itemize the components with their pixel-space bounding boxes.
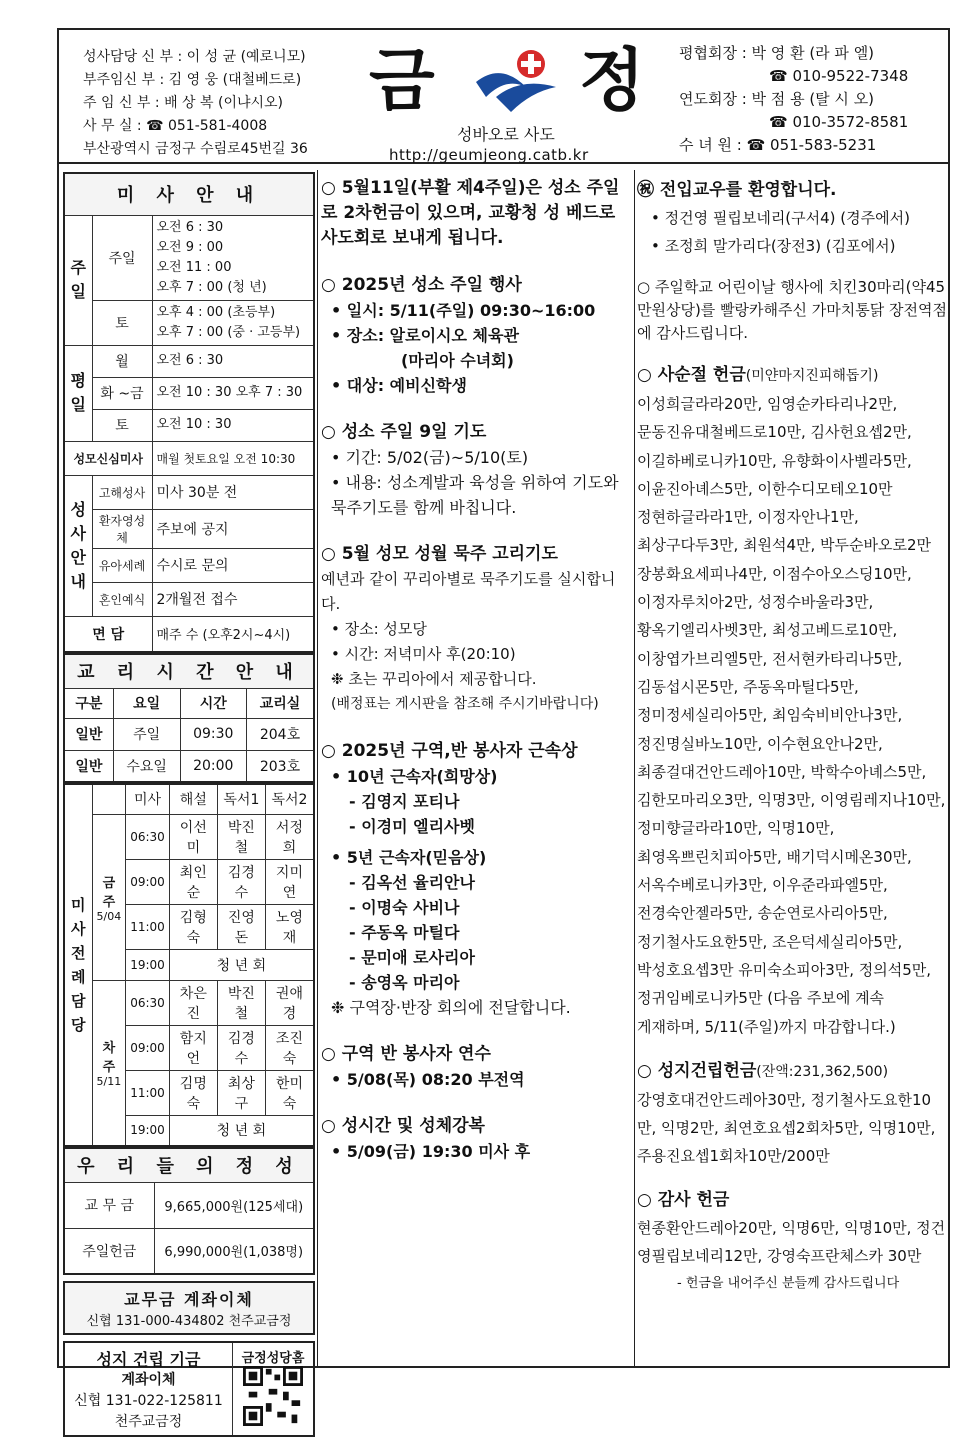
mass-schedule-table bbox=[63, 172, 315, 653]
liturgy-table bbox=[63, 783, 315, 1147]
week-date: 5/11 bbox=[96, 1075, 122, 1089]
list-item: • 정건영 필립보네리(구서4) (경주에서) bbox=[651, 209, 910, 227]
cell: 박진철 bbox=[217, 814, 265, 859]
saturday-label: 토 bbox=[92, 300, 152, 345]
cell: 09:00 bbox=[126, 1025, 170, 1070]
col-header: 해설 bbox=[169, 784, 217, 814]
header bbox=[59, 30, 948, 164]
weekday-sat-time: 오전 10 : 30 bbox=[152, 409, 314, 441]
section-title: ○ 구역 반 봉사자 연수 bbox=[321, 1044, 491, 1064]
section-title: ○ 2025년 성소 주일 행사 bbox=[321, 275, 522, 295]
meeting-info: 매주 수 (오후2시~4시) bbox=[152, 616, 314, 652]
section-text: 강영호대건안드레아30만, 정기철사도요한10만, 익명2만, 최연호요셉2회차5만, 익명10만, 주용진요셉1회차10만/200만 bbox=[637, 1090, 936, 1165]
sacrament-group: 성 사 안 내 bbox=[64, 475, 92, 616]
cell: 수요일 bbox=[113, 750, 180, 782]
tue-fri-time: 오전 10 : 30 오후 7 : 30 bbox=[152, 377, 314, 409]
time: 오후 4 : 00 (초등부) bbox=[156, 304, 276, 320]
header-line: 부주임신 부 : 김 영 웅 (대철베드로) bbox=[83, 72, 302, 88]
tithe-line: 신협 131-000-434802 천주교금정 bbox=[86, 1314, 292, 1329]
mass-title: 미 사 안 내 bbox=[64, 173, 314, 215]
cell: 김경수 bbox=[217, 859, 265, 904]
sacrament-name: 혼인예식 bbox=[92, 582, 152, 616]
building-fund bbox=[63, 1341, 315, 1437]
list-item: • 시간: 저녁미사 후(20:10) bbox=[331, 645, 516, 663]
masthead bbox=[369, 38, 669, 163]
middle-column bbox=[321, 176, 633, 1186]
offering-label: 교 무 금 bbox=[64, 1182, 154, 1228]
list-item: • 장소: 알로이시오 체육관 bbox=[331, 326, 519, 345]
sacrament-info: 주보에 공지 bbox=[152, 509, 314, 548]
table-row bbox=[64, 750, 314, 782]
ministry-group: 미 사 전 례 담 당 bbox=[64, 784, 92, 1146]
list-item: • 내용: 성소계발과 육성을 위하여 기도와 묵주기도를 함께 바칩니다. bbox=[331, 473, 619, 517]
list-item: • 5/08(목) 08:20 부전역 bbox=[331, 1070, 525, 1089]
col-header: 독서1 bbox=[217, 784, 265, 814]
list-item: (배정표는 게시판을 참조해 주시기바랍니다) bbox=[331, 696, 599, 712]
lent-offering bbox=[637, 361, 947, 1041]
list-item: - 주동옥 마틸다 bbox=[349, 923, 460, 942]
section-text: 예년과 같이 꾸리아별로 묵주기도를 실시합니다. bbox=[321, 570, 616, 613]
title-left: 금 bbox=[369, 42, 435, 121]
list-item: - 김영지 포티나 bbox=[349, 792, 460, 811]
cell: 일반 bbox=[64, 718, 113, 750]
monday-time: 오전 6 : 30 bbox=[152, 345, 314, 377]
col-header: 구분 bbox=[64, 688, 113, 718]
header-left-info bbox=[83, 46, 308, 161]
section-title: ○ 2025년 구역,반 봉사자 근속상 bbox=[321, 741, 578, 761]
cell: 06:30 bbox=[126, 980, 170, 1025]
thanks-offering bbox=[637, 1186, 947, 1298]
heart-mass-label: 성모신심미사 bbox=[64, 441, 152, 475]
week-name: 금주 bbox=[102, 875, 116, 910]
section-title: ○ 5월 성모 성월 묵주 고리기도 bbox=[321, 544, 558, 564]
time: 오전 11 : 00 bbox=[156, 259, 232, 275]
offering-title: 우 리 들 의 정 성 bbox=[64, 1148, 314, 1182]
homepage-qr[interactable] bbox=[233, 1343, 313, 1435]
list-item: • 10년 근속자(희망상) bbox=[331, 767, 498, 786]
list-item: • 조정희 말가리다(장전3) (김포에서) bbox=[651, 237, 896, 255]
section-title: ㊗ 전입교우를 환영합니다. bbox=[637, 180, 837, 200]
building-title: 성지 건립 기금 bbox=[96, 1350, 201, 1369]
section-title: ○ 성지건립헌금 bbox=[637, 1060, 757, 1081]
thanks-notice: ○ 주일학교 어린이날 행사에 치킨30마리(약45만원상당)를 빨랑카해주신 가마치통닭 장전역점에 감사드립니다. bbox=[637, 278, 947, 342]
offering-value: 9,665,000원(125세대) bbox=[154, 1182, 314, 1228]
section-subtitle: (잔액:231,362,500) bbox=[756, 1063, 889, 1080]
col-header: 독서2 bbox=[265, 784, 314, 814]
header-line: 평협회장 : 박 영 환 (라 파 엘) bbox=[679, 44, 875, 62]
qr-code-icon[interactable] bbox=[243, 1366, 303, 1426]
list-item: - 김옥선 율리안나 bbox=[349, 873, 475, 892]
sacrament-info: 수시로 문의 bbox=[152, 548, 314, 582]
cell: 09:30 bbox=[180, 718, 246, 750]
header-line: 주 임 신 부 : 배 상 복 (이냐시오) bbox=[83, 95, 284, 111]
cell: 함지언 bbox=[169, 1025, 217, 1070]
list-item: • 기간: 5/02(금)~5/10(토) bbox=[331, 448, 529, 467]
holy-hour bbox=[321, 1114, 633, 1164]
list-item: • 장소: 성모당 bbox=[331, 620, 427, 638]
footer-note: - 헌금을 내어주신 분들께 감사드립니다 bbox=[677, 1275, 900, 1291]
list-item: (마리아 수녀회) bbox=[401, 351, 514, 370]
weekday-sat-label: 토 bbox=[92, 409, 152, 441]
header-line: 연도회장 : 박 점 용 (탈 시 오) bbox=[679, 90, 875, 108]
table-row bbox=[64, 718, 314, 750]
col-header: 교리실 bbox=[246, 688, 314, 718]
cell: 203호 bbox=[246, 750, 314, 782]
offering-table bbox=[63, 1147, 315, 1275]
cell: 지미연 bbox=[265, 859, 314, 904]
header-line: 부산광역시 금정구 수림로45번길 36 bbox=[83, 141, 308, 157]
time: 오전 9 : 00 bbox=[156, 239, 224, 255]
cell: 권애경 bbox=[265, 980, 314, 1025]
cell: 최상구 bbox=[217, 1070, 265, 1115]
offering-value: 6,990,000원(1,038명) bbox=[154, 1228, 314, 1274]
rosary-chain bbox=[321, 542, 633, 717]
right-column bbox=[637, 176, 947, 1314]
tithe-account bbox=[63, 1281, 315, 1335]
saturday-times bbox=[152, 300, 314, 345]
youth-group: 청 년 회 bbox=[169, 1115, 314, 1146]
header-right-info bbox=[679, 42, 908, 157]
section-text: 현종환안드레아20만, 익명6만, 익명10만, 정건영필립보네리12만, 강영숙프란체스카 30만 bbox=[637, 1218, 946, 1265]
sunday-label: 주일 bbox=[92, 215, 152, 300]
list-item: • 5/09(금) 19:30 미사 후 bbox=[331, 1142, 531, 1161]
time: 오후 7 : 00 (중 · 고등부) bbox=[156, 324, 301, 340]
cell: 주일 bbox=[113, 718, 180, 750]
cell: 11:00 bbox=[126, 1070, 170, 1115]
welcome-section bbox=[637, 176, 947, 260]
header-line: 수 녀 원 : ☎ 051-583-5231 bbox=[679, 136, 877, 154]
section-title: ○ 감사 헌금 bbox=[637, 1189, 730, 1210]
list-item: ❉ 초는 꾸리아에서 제공합니다. bbox=[331, 670, 537, 688]
time: 오전 6 : 30 bbox=[156, 219, 224, 235]
cell: 노영재 bbox=[265, 904, 314, 949]
catechism-table bbox=[63, 653, 315, 783]
cell: 06:30 bbox=[126, 814, 170, 859]
list-item: • 5년 근속자(믿음상) bbox=[331, 848, 487, 867]
week-name: 차주 bbox=[102, 1041, 116, 1076]
cell: 09:00 bbox=[126, 859, 170, 904]
meeting-label: 면 담 bbox=[64, 616, 152, 652]
list-item: ❉ 구역장·반장 회의에 전달합니다. bbox=[331, 998, 571, 1017]
cell: 최인순 bbox=[169, 859, 217, 904]
header-line: 성사담당 신 부 : 이 성 균 (예로니모) bbox=[83, 49, 306, 65]
vocation-sunday-notice: ○ 5월11일(부활 제4주일)은 성소 주일로 2차헌금이 있으며, 교황청 성 베드로 사도회로 보내게 됩니다. bbox=[321, 178, 620, 248]
cell: 이선미 bbox=[169, 814, 217, 859]
sacrament-info: 미사 30분 전 bbox=[152, 475, 314, 509]
offering-label: 주일헌금 bbox=[64, 1228, 154, 1274]
cell: 조진숙 bbox=[265, 1025, 314, 1070]
cell: 서정희 bbox=[265, 814, 314, 859]
cell: 일반 bbox=[64, 750, 113, 782]
tithe-title: 교무금 계좌이체 bbox=[124, 1290, 254, 1309]
homepage-label: 금정성당홈 bbox=[241, 1351, 305, 1366]
col-header: 미사 bbox=[126, 784, 170, 814]
vocation-event bbox=[321, 273, 633, 398]
parish-patron: 성바오로 사도 bbox=[457, 125, 555, 144]
section-title: ○ 성소 주일 9일 기도 bbox=[321, 422, 487, 442]
section-subtitle: (미얀마지진피해돕기) bbox=[745, 368, 879, 384]
header-line: ☎ 010-9522-7348 bbox=[769, 67, 909, 85]
list-item: - 송영옥 마리아 bbox=[349, 973, 460, 992]
church-logo-icon bbox=[471, 42, 561, 122]
title-right: 정 bbox=[579, 42, 645, 121]
col-header: 요일 bbox=[113, 688, 180, 718]
cell: 김경수 bbox=[217, 1025, 265, 1070]
novena bbox=[321, 420, 633, 520]
sacrament-name: 고해성사 bbox=[92, 475, 152, 509]
cell: 204호 bbox=[246, 718, 314, 750]
header-line: ☎ 010-3572-8581 bbox=[769, 113, 909, 131]
website-url[interactable]: http://geumjeong.catb.kr bbox=[389, 146, 589, 164]
header-line: 사 무 실 : ☎ 051-581-4008 bbox=[83, 118, 268, 134]
cell: 19:00 bbox=[126, 1115, 170, 1146]
list-item: • 대상: 예비신학생 bbox=[331, 376, 467, 395]
sacrament-name: 환자영성체 bbox=[92, 509, 152, 548]
cell: 차은진 bbox=[169, 980, 217, 1025]
cell: 김형숙 bbox=[169, 904, 217, 949]
list-item: - 이명숙 사비나 bbox=[349, 898, 460, 917]
cell: 박진철 bbox=[217, 980, 265, 1025]
section-title: ○ 사순절 헌금 bbox=[637, 365, 746, 385]
time: 오후 7 : 00 (청 년) bbox=[156, 279, 267, 295]
cell: 한미숙 bbox=[265, 1070, 314, 1115]
volunteer-training bbox=[321, 1042, 633, 1092]
list-item: - 문미애 로사리아 bbox=[349, 948, 475, 967]
column-divider bbox=[634, 170, 635, 1366]
column-divider bbox=[317, 170, 318, 1366]
cell: 11:00 bbox=[126, 904, 170, 949]
heart-mass-time: 매월 첫토요일 오전 10:30 bbox=[152, 441, 314, 475]
sunday-times bbox=[152, 215, 314, 300]
weekday-group: 평 일 bbox=[64, 345, 92, 441]
week-date: 5/04 bbox=[96, 909, 122, 923]
sunday-group: 주 일 bbox=[64, 215, 92, 345]
list-item: • 일시: 5/11(주일) 09:30~16:00 bbox=[331, 301, 596, 320]
week1-label bbox=[92, 814, 126, 980]
building-acct: 신협 131-022-125811 bbox=[74, 1393, 223, 1409]
week2-label bbox=[92, 980, 126, 1146]
building-offering bbox=[637, 1057, 947, 1170]
section-text: 이성희글라라20만, 임영순카타리나2만, 문동진유대철베드로10만, 김사헌요셉2만, 이길하베로니카10만, 유향화이사벨라5만, 이윤진아녜스5만, 이한수디모테오10만 정현하글라라1만, 이정자안나1만, 최상구다두3만, 최원석4만, 박두순바오로2만 장봉화요세피나4만, 이점수아오스딩10만, 이정자루치아2만, 성정수바울라3만, 황옥기엘리사벳3만, 최성고베드로10만, 이창엽가브리엘5만, 전서현카타리나5만, 김동섭시몬5만, 주동옥마틸다5만, 정미정세실리아5만, 최임숙비비안나3만, 정진명실바노10만, 이수현요안나2만, 최종걸대건안드레아10만, 박학수아녜스5만, 김한모마리오3만, 익명3만, 이영림레지나10만, 정미향글라라10만, 익명10만, 최영옥쁘린치피아5만, 배기덕시메온30만, 서옥수베로니카3만, 이우준라파엘5만, 전경숙안젤라5만, 송순연로사리아5만, 정기철사도요한5만, 조은덕세실리아5만, 박성호요셉3만 유미숙소피아3만, 정의석5만, 정귀임베로니카5만 (다음 주보에 계속 게재하며, 5/11(주일)까지 마감합니다.) bbox=[637, 395, 946, 1036]
left-column bbox=[63, 172, 315, 1437]
cell: 김명숙 bbox=[169, 1070, 217, 1115]
sacrament-name: 유아세례 bbox=[92, 548, 152, 582]
list-item: - 이경미 엘리사벳 bbox=[349, 817, 475, 836]
section-title: ○ 성시간 및 성체강복 bbox=[321, 1116, 485, 1136]
col-header: 시간 bbox=[180, 688, 246, 718]
bulletin-page bbox=[57, 28, 950, 1430]
cell: 19:00 bbox=[126, 949, 170, 980]
youth-group: 청 년 회 bbox=[169, 949, 314, 980]
cell: 진영돈 bbox=[217, 904, 265, 949]
building-owner: 천주교금정 bbox=[114, 1414, 183, 1430]
catechism-title: 교 리 시 간 안 내 bbox=[64, 654, 314, 688]
cell: 20:00 bbox=[180, 750, 246, 782]
monday-label: 월 bbox=[92, 345, 152, 377]
sacrament-info: 2개월전 접수 bbox=[152, 582, 314, 616]
building-account bbox=[65, 1343, 233, 1435]
building-sub: 계좌이체 bbox=[121, 1372, 176, 1388]
tue-fri-label: 화 ~금 bbox=[92, 377, 152, 409]
service-award bbox=[321, 739, 633, 1020]
